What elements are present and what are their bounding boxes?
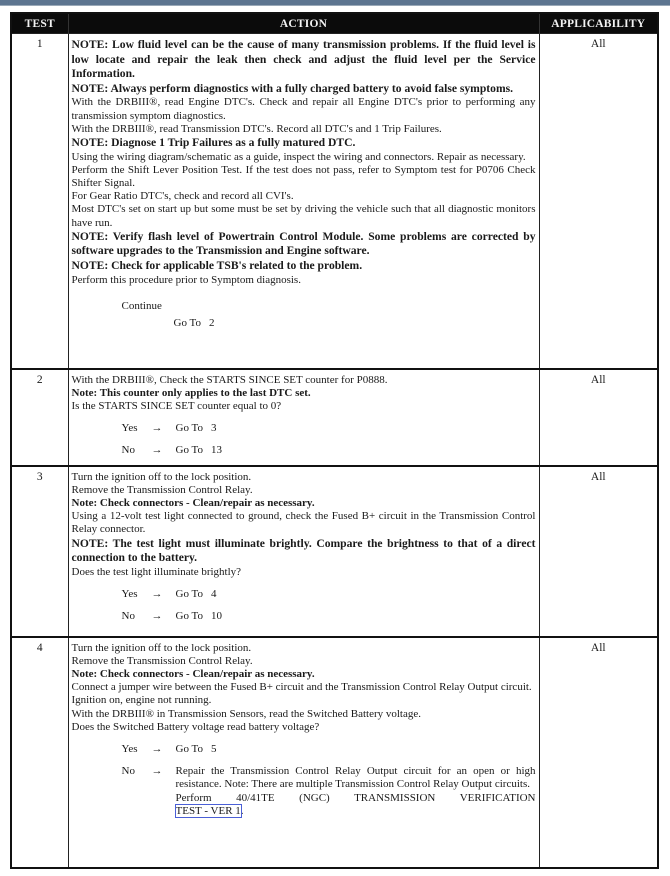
step-text: Using a 12-volt test light connected to ground, check the Fused B+ circuit in the Transmission Control Relay connector. (71, 510, 536, 536)
no-branch[interactable] (122, 610, 536, 623)
step-text: Using the wiring diagram/schematic as a guide, inspect the wiring and connectors. Repair as necessary. (71, 150, 526, 163)
step-text: Connect a jumper wire between the Fused B+ circuit and the Transmission Control Relay Output circuit. (71, 681, 532, 694)
step-text: Remove the Transmission Control Relay. (71, 483, 253, 496)
goto-target: 5 (210, 742, 217, 755)
step-text: Ignition on, engine not running. (71, 694, 212, 707)
action-cell (68, 637, 539, 868)
table-row-test-1 (11, 34, 658, 369)
header-action: ACTION (68, 13, 539, 34)
continue-branch (122, 300, 536, 330)
goto-link[interactable] (176, 422, 536, 435)
note-text: Note: This counter only applies to the last DTC set. (71, 386, 311, 399)
header-applicability: APPLICABILITY (539, 13, 658, 34)
step-text: Most DTC's set on start up but some must be set by driving the vehicle such that all diagnostic monitors have run. (71, 203, 536, 229)
action-cell (68, 466, 539, 637)
step-text: With the DRBIII®, read Engine DTC's. Check and repair all Engine DTC's prior to performing any transmission symptom diagnostics. (71, 96, 536, 122)
arrow-right-icon: → (151, 587, 163, 600)
goto-target: 2 (208, 316, 215, 329)
goto-label: Go To (173, 316, 201, 329)
test-number: 1 (11, 34, 68, 369)
step-text: Turn the ignition off to the lock position. (71, 470, 252, 483)
step-text: With the DRBIII®, read Transmission DTC's. Record all DTC's and 1 Trip Failures. (71, 122, 442, 135)
step-text: Perform this procedure prior to Symptom diagnosis. (71, 273, 301, 286)
goto-label: Go To (175, 610, 203, 623)
repair-text: Repair the Transmission Control Relay Output circuit for an open or high resistance. Note: There are multiple Transmission Control Relay Output circuits. (175, 765, 536, 791)
test-number: 4 (11, 637, 68, 868)
yes-branch[interactable] (122, 588, 536, 601)
applicability-value: All (539, 34, 658, 369)
step-text: Turn the ignition off to the lock position. (71, 641, 252, 654)
note-text: Note: Check connectors - Clean/repair as necessary. (71, 496, 315, 509)
test-number: 2 (11, 369, 68, 466)
action-cell (68, 369, 539, 466)
table-row-test-2 (11, 369, 658, 466)
applicability-value: All (539, 466, 658, 637)
step-text: With the DRBIII®, Check the STARTS SINCE SET counter for P0888. (71, 373, 388, 386)
no-label: No (121, 765, 135, 778)
action-cell (68, 34, 539, 369)
frame-divider (0, 5, 670, 6)
note-text: NOTE: Always perform diagnostics with a fully charged battery to avoid false symptoms. (71, 81, 514, 95)
goto-link[interactable] (176, 610, 536, 623)
note-text: NOTE: Low fluid level can be the cause of many transmission problems. If the fluid level is low locate and repair the leak then check and adjust the fluid level per the Service Information. (71, 38, 536, 81)
arrow-right-icon: → (151, 444, 163, 457)
table-row-test-3 (11, 466, 658, 637)
yes-label: Yes (121, 422, 138, 435)
note-text: Note: Check connectors - Clean/repair as necessary. (71, 667, 315, 680)
step-text: With the DRBIII® in Transmission Sensors, read the Switched Battery voltage. (71, 707, 421, 720)
arrow-right-icon: → (151, 765, 163, 778)
no-branch (122, 765, 536, 818)
arrow-right-icon: → (151, 742, 163, 755)
goto-label: Go To (175, 587, 203, 600)
no-branch[interactable] (122, 444, 536, 457)
applicability-value: All (539, 637, 658, 868)
yes-branch[interactable] (122, 743, 536, 756)
link-suffix: . (240, 804, 244, 817)
verification-test-link[interactable]: TEST - VER 1 (175, 804, 241, 817)
table-header-row (11, 13, 658, 34)
step-text: Does the Switched Battery voltage read battery voltage? (71, 720, 320, 733)
no-label: No (121, 444, 135, 457)
goto-link[interactable] (176, 588, 536, 601)
goto-label: Go To (175, 444, 203, 457)
step-text: Perform the Shift Lever Position Test. If the test does not pass, refer to Symptom test for P0706 Check Shifter Signal. (71, 163, 536, 189)
arrow-right-icon: → (151, 422, 163, 435)
goto-label: Go To (175, 742, 203, 755)
step-text: Remove the Transmission Control Relay. (71, 654, 253, 667)
diagnostic-test-table (10, 12, 659, 869)
continue-label: Continue (121, 299, 162, 312)
table-row-test-4 (11, 637, 658, 868)
test-number: 3 (11, 466, 68, 637)
goto-target: 4 (210, 587, 217, 600)
continue-goto-link[interactable] (174, 317, 536, 330)
goto-target: 10 (210, 610, 222, 623)
goto-target: 3 (210, 422, 217, 435)
goto-link[interactable] (176, 743, 536, 756)
yes-branch[interactable] (122, 422, 536, 435)
note-text: NOTE: Verify flash level of Powertrain Control Module. Some problems are corrected by software upgrades to the Transmission and Engine software. (71, 229, 536, 258)
arrow-right-icon: → (151, 610, 163, 623)
goto-label: Go To (175, 422, 203, 435)
no-label: No (121, 610, 135, 623)
step-text: Is the STARTS SINCE SET counter equal to 0? (71, 399, 282, 412)
step-text: For Gear Ratio DTC's, check and record all CVI's. (71, 190, 294, 203)
no-branch-instructions (176, 765, 536, 818)
goto-link[interactable] (176, 444, 536, 457)
step-text: Does the test light illuminate brightly? (71, 565, 242, 578)
note-text: NOTE: Diagnose 1 Trip Failures as a fully matured DTC. (71, 135, 356, 149)
header-test: TEST (11, 13, 68, 34)
note-text: NOTE: The test light must illuminate brightly. Compare the brightness to that of a direct connection to the battery. (71, 536, 536, 565)
yes-label: Yes (121, 742, 138, 755)
applicability-value: All (539, 369, 658, 466)
note-text: NOTE: Check for applicable TSB's related to the problem. (71, 258, 363, 272)
goto-target: 13 (210, 444, 222, 457)
yes-label: Yes (121, 587, 138, 600)
perform-text: Perform 40/41TE (NGC) TRANSMISSION VERIFICATION (175, 791, 536, 804)
